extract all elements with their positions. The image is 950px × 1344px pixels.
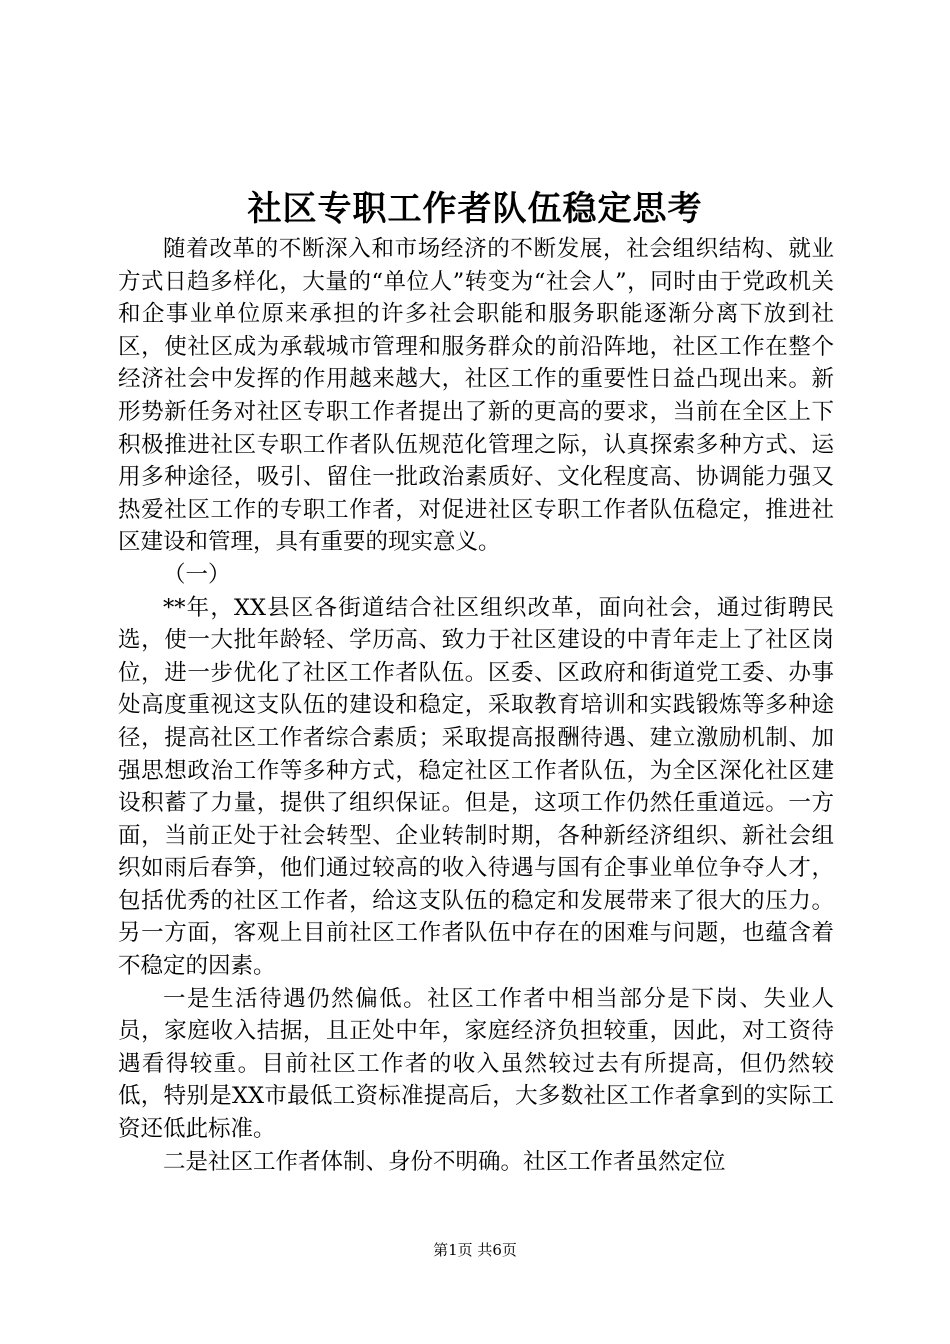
paragraph-point-2: 二是社区工作者体制、身份不明确。社区工作者虽然定位 [163,1148,726,1175]
document-body [118,233,834,1178]
page-number-footer: 第1页 共6页 [433,1241,517,1259]
paragraph-background: **年，XX县区各街道结合社区组织改革，面向社会，通过街聘民选，使一大批年龄轻、学历高、致力于社区建设的中青年走上了社区岗位，进一步优化了社区工作者队伍。区委、区政府和街道党工委、办事处高度重视这支队伍的建设和稳定，采取教育培训和实践锻炼等多种途径，提高社区工作者综合素质；采取提高报酬待遇、建立激励机制、加强思想政治工作等多种方式，稳定社区工作者队伍，为全区深化社区建设积蓄了力量，提供了组织保证。但是，这项工作仍然任重道远。一方面，当前正处于社会转型、企业转制时期，各种新经济组织、新社会组织如雨后春笋，他们通过较高的收入待遇与国有企事业单位争夺人才，包括优秀的社区工作者，给这支队伍的稳定和发展带来了很大的压力。另一方面，客观上目前社区工作者队伍中存在的困难与问题，也蕴含着不稳定的因素。 [118,594,834,980]
section-heading-1: （一） [163,561,231,588]
paragraph-point-1: 一是生活待遇仍然偏低。社区工作者中相当部分是下岗、失业人员，家庭收入拮据，且正处中年，家庭经济负担较重，因此，对工资待遇看得较重。目前社区工作者的收入虽然较过去有所提高，但仍然较低，特别是XX市最低工资标准提高后，大多数社区工作者拿到的实际工资还低此标准。 [118,985,834,1143]
document-title: 社区专职工作者队伍稳定思考 [247,189,703,229]
paragraph-intro: 随着改革的不断深入和市场经济的不断发展，社会组织结构、就业方式日趋多样化，大量的“单位人”转变为“社会人”，同时由于党政机关和企事业单位原来承担的许多社会职能和服务职能逐渐分离下放到社区，使社区成为承载城市管理和服务群众的前沿阵地，社区工作在整个经济社会中发挥的作用越来越大，社区工作的重要性日益凸现出来。新形势新任务对社区专职工作者提出了新的更高的要求，当前在全区上下积极推进社区专职工作者队伍规范化管理之际，认真探索多种方式、运用多种途径，吸引、留住一批政治素质好、文化程度高、协调能力强又热爱社区工作的专职工作者，对促进社区专职工作者队伍稳定，推进社区建设和管理，具有重要的现实意义。 [118,236,834,556]
